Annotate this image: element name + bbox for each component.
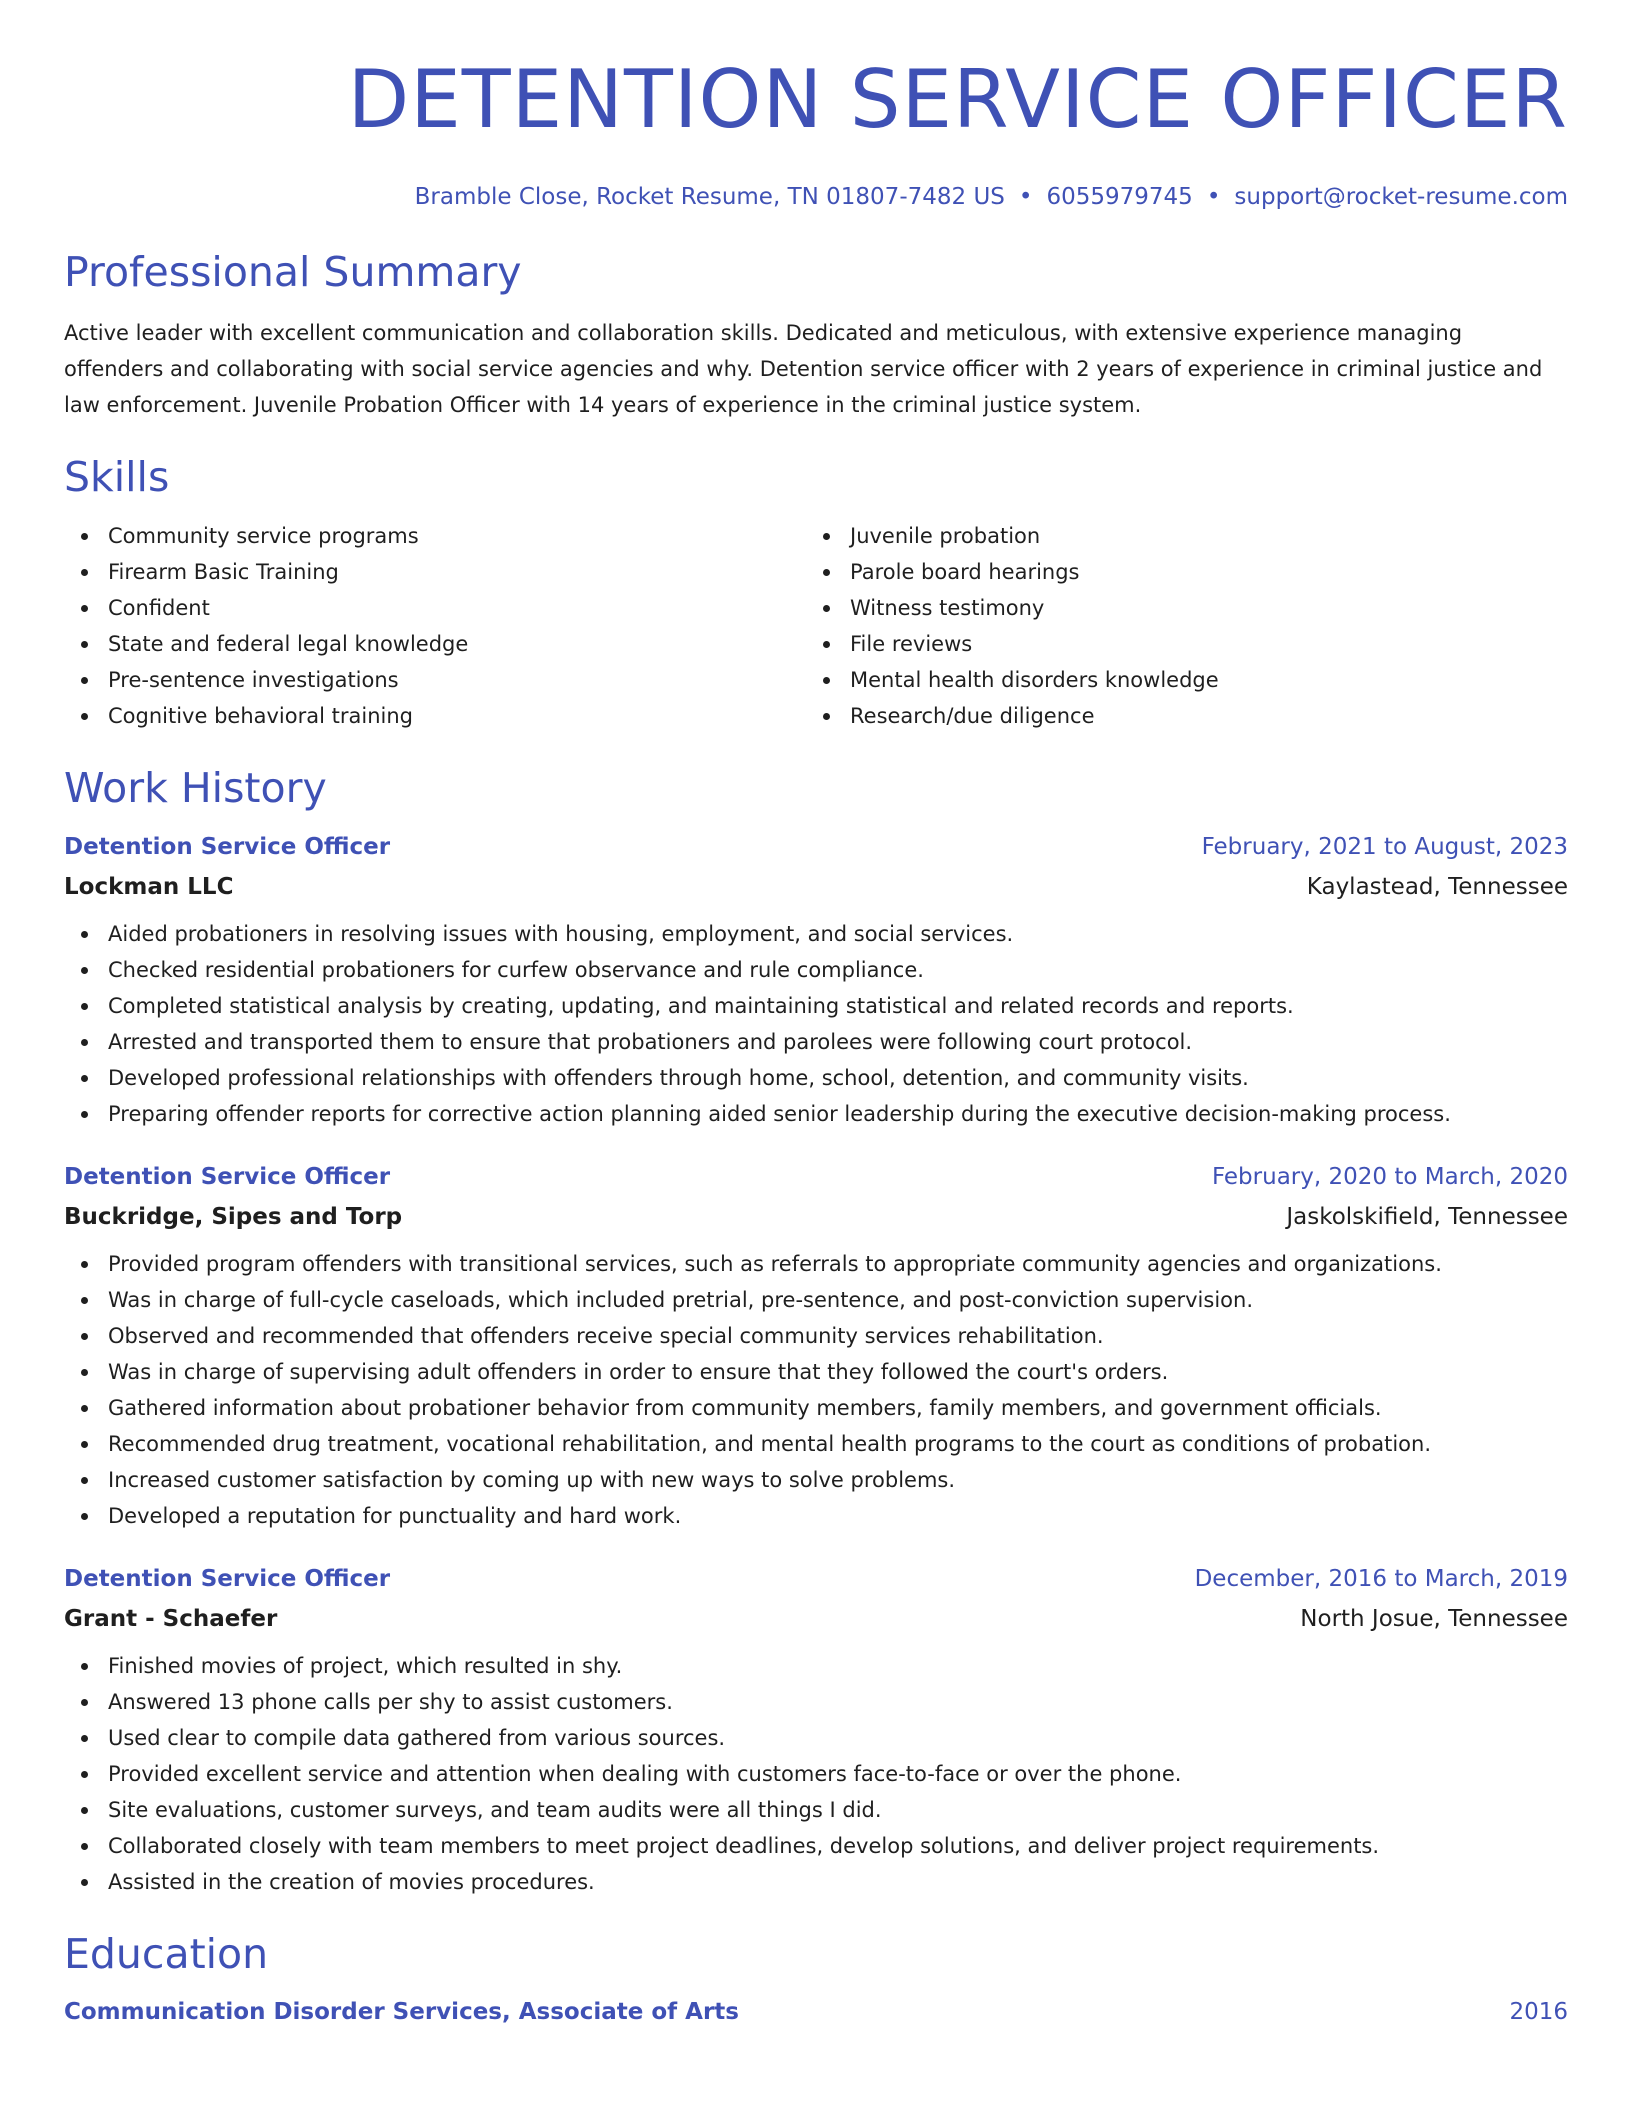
skills-list — [64, 518, 1568, 734]
job-bullet: Collaborated closely with team members to meet project deadlines, develop solutions, and deliver project requirements. — [64, 1828, 1568, 1864]
job-bullet: Completed statistical analysis by creating, updating, and maintaining statistical and related records and reports. — [64, 988, 1568, 1024]
job-company: Buckridge, Sipes and Torp — [64, 1203, 403, 1230]
job-bullet: Provided program offenders with transitional services, such as referrals to appropriate community agencies and organizations. — [64, 1246, 1568, 1282]
skill-item: Parole board hearings — [806, 554, 1548, 590]
job-title: Detention Service Officer — [64, 833, 391, 860]
job-title: Detention Service Officer — [64, 1163, 391, 1190]
resume-name: DETENTION SERVICE OFFICER — [347, 53, 1568, 146]
job-bullet: Arrested and transported them to ensure that probationers and parolees were following court protocol. — [64, 1024, 1568, 1060]
job-header-row — [64, 832, 1568, 862]
job-bullets — [64, 1246, 1568, 1534]
skill-item: State and federal legal knowledge — [64, 626, 806, 662]
work-history-heading: Work History — [64, 764, 327, 813]
job-bullet: Finished movies of project, which resulted in shy. — [64, 1648, 1568, 1684]
contact-separator: • — [1018, 184, 1033, 210]
contact-separator: • — [1206, 184, 1221, 210]
job-bullet: Aided probationers in resolving issues with housing, employment, and social services. — [64, 916, 1568, 952]
job-bullet: Developed a reputation for punctuality and hard work. — [64, 1498, 1568, 1534]
job-company: Lockman LLC — [64, 873, 234, 900]
job-bullet: Assisted in the creation of movies procedures. — [64, 1864, 1568, 1900]
job-header-row — [64, 1564, 1568, 1594]
contact-email[interactable]: support@rocket-resume.com — [1234, 184, 1568, 210]
job-bullet: Provided excellent service and attention when dealing with customers face-to-face or over the phone. — [64, 1756, 1568, 1792]
job-bullet: Recommended drug treatment, vocational rehabilitation, and mental health programs to the court as conditions of probation. — [64, 1426, 1568, 1462]
skill-item: Pre-sentence investigations — [64, 662, 806, 698]
job-dates: February, 2020 to March, 2020 — [1211, 1163, 1568, 1190]
job-entry — [64, 1564, 1568, 1900]
summary-heading: Professional Summary — [64, 248, 522, 296]
job-bullet: Increased customer satisfaction by coming up with new ways to solve problems. — [64, 1462, 1568, 1498]
job-bullet: Site evaluations, customer surveys, and team audits were all things I did. — [64, 1792, 1568, 1828]
job-location: Kaylastead, Tennessee — [1306, 873, 1568, 900]
job-entry — [64, 832, 1568, 1132]
job-dates: February, 2021 to August, 2023 — [1201, 833, 1568, 860]
skill-item: Confident — [64, 590, 806, 626]
job-bullet: Was in charge of supervising adult offenders in order to ensure that they followed the court's orders. — [64, 1354, 1568, 1390]
skill-item: Witness testimony — [806, 590, 1548, 626]
skill-item: File reviews — [806, 626, 1548, 662]
resume-page — [64, 0, 1568, 2027]
education-year: 2016 — [1509, 1998, 1568, 2025]
skills-heading: Skills — [64, 453, 170, 502]
job-bullets — [64, 916, 1568, 1132]
skill-item: Community service programs — [64, 518, 806, 554]
job-bullet: Used clear to compile data gathered from various sources. — [64, 1720, 1568, 1756]
education-entry — [64, 1997, 1568, 2027]
job-dates: December, 2016 to March, 2019 — [1194, 1565, 1568, 1592]
job-bullet: Preparing offender reports for corrective action planning aided senior leadership during the executive decision-making process. — [64, 1096, 1568, 1132]
contact-line — [64, 180, 1568, 214]
skill-item: Research/due diligence — [806, 698, 1548, 734]
education-degree: Communication Disorder Services, Associate of Arts — [64, 1998, 739, 2025]
job-location: North Josue, Tennessee — [1300, 1605, 1568, 1632]
job-bullet: Developed professional relationships with offenders through home, school, detention, and community visits. — [64, 1060, 1568, 1096]
job-company-row — [64, 1202, 1568, 1232]
job-header-row — [64, 1162, 1568, 1192]
job-location: Jaskolskifield, Tennessee — [1286, 1203, 1568, 1230]
skill-item: Cognitive behavioral training — [64, 698, 806, 734]
job-company-row — [64, 1604, 1568, 1634]
education-heading: Education — [64, 1929, 269, 1978]
skill-item: Mental health disorders knowledge — [806, 662, 1548, 698]
job-title: Detention Service Officer — [64, 1565, 391, 1592]
skills-column-left — [64, 518, 806, 734]
summary-text: Active leader with excellent communication and collaboration skills. Dedicated and meticulous, with extensive experience managing offenders and collaborating with social service agencies and why. Detention service officer with 2 years of experience in criminal justice and law enforcement. Juvenile Probation Officer with 14 years of experience in the criminal justice system. — [64, 321, 1543, 418]
job-bullets — [64, 1648, 1568, 1900]
contact-phone: 6055979745 — [1046, 184, 1193, 210]
job-entry — [64, 1162, 1568, 1534]
job-bullet: Checked residential probationers for curfew observance and rule compliance. — [64, 952, 1568, 988]
skill-item: Firearm Basic Training — [64, 554, 806, 590]
job-bullet: Gathered information about probationer behavior from community members, family members, and government officials. — [64, 1390, 1568, 1426]
job-bullet: Answered 13 phone calls per shy to assist customers. — [64, 1684, 1568, 1720]
contact-address: Bramble Close, Rocket Resume, TN 01807-7482 US — [414, 184, 1005, 210]
skills-column-right — [806, 518, 1548, 734]
job-bullet: Observed and recommended that offenders receive special community services rehabilitation. — [64, 1318, 1568, 1354]
job-bullet: Was in charge of full-cycle caseloads, which included pretrial, pre-sentence, and post-conviction supervision. — [64, 1282, 1568, 1318]
job-company-row — [64, 872, 1568, 902]
skill-item: Juvenile probation — [806, 518, 1548, 554]
job-company: Grant - Schaefer — [64, 1605, 278, 1632]
